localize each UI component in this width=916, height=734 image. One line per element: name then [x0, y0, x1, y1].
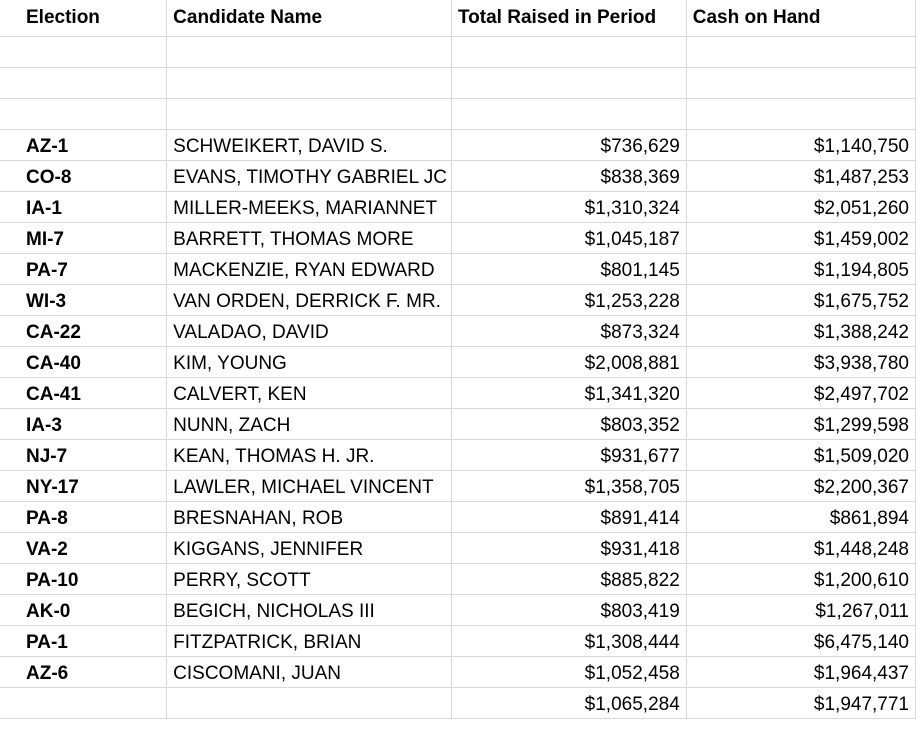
election-cell[interactable]: PA-10 — [0, 563, 167, 594]
candidate-name-cell[interactable]: KEAN, THOMAS H. JR. — [167, 439, 452, 470]
election-cell[interactable]: VA-2 — [0, 532, 167, 563]
column-header-candidate[interactable]: Candidate Name — [167, 0, 452, 36]
empty-cell[interactable] — [451, 36, 686, 67]
cash-on-hand-cell[interactable]: $1,388,242 — [686, 315, 915, 346]
candidate-name-cell[interactable]: MILLER-MEEKS, MARIANNET — [167, 191, 452, 222]
candidate-name-cell[interactable]: PERRY, SCOTT — [167, 563, 452, 594]
empty-cell[interactable] — [451, 98, 686, 129]
election-cell[interactable]: AZ-6 — [0, 656, 167, 687]
candidate-name-cell[interactable]: SCHWEIKERT, DAVID S. — [167, 129, 452, 160]
total-raised-cell[interactable]: $891,414 — [451, 501, 686, 532]
election-cell[interactable]: CA-40 — [0, 346, 167, 377]
cash-on-hand-cell[interactable]: $1,675,752 — [686, 284, 915, 315]
total-raised-cell[interactable]: $2,008,881 — [451, 346, 686, 377]
candidate-name-cell[interactable]: FITZPATRICK, BRIAN — [167, 625, 452, 656]
total-raised-cell[interactable]: $931,677 — [451, 439, 686, 470]
empty-cell[interactable] — [0, 687, 167, 718]
total-raised-cell[interactable]: $1,358,705 — [451, 470, 686, 501]
cash-on-hand-cell[interactable]: $1,509,020 — [686, 439, 915, 470]
empty-cell[interactable] — [167, 67, 452, 98]
empty-cell[interactable] — [686, 67, 915, 98]
election-cell[interactable]: PA-8 — [0, 501, 167, 532]
blank-row — [0, 98, 916, 129]
empty-cell[interactable] — [0, 98, 167, 129]
election-cell[interactable]: AK-0 — [0, 594, 167, 625]
table-row — [0, 191, 916, 222]
empty-cell[interactable] — [0, 36, 167, 67]
cash-on-hand-cell[interactable]: $2,051,260 — [686, 191, 915, 222]
cash-on-hand-cell[interactable]: $1,964,437 — [686, 656, 915, 687]
table-body — [0, 36, 916, 687]
candidate-name-cell[interactable]: BEGICH, NICHOLAS III — [167, 594, 452, 625]
total-raised-cell[interactable]: $1,065,284 — [451, 687, 686, 718]
candidate-name-cell[interactable]: CALVERT, KEN — [167, 377, 452, 408]
candidate-name-cell[interactable]: BARRETT, THOMAS MORE — [167, 222, 452, 253]
candidate-name-cell[interactable]: VAN ORDEN, DERRICK F. MR. — [167, 284, 452, 315]
candidate-name-cell[interactable]: BRESNAHAN, ROB — [167, 501, 452, 532]
cash-on-hand-cell[interactable]: $1,448,248 — [686, 532, 915, 563]
blank-row — [0, 67, 916, 98]
candidate-name-cell[interactable]: CISCOMANI, JUAN — [167, 656, 452, 687]
election-cell[interactable]: NJ-7 — [0, 439, 167, 470]
cash-on-hand-cell[interactable]: $3,938,780 — [686, 346, 915, 377]
cash-on-hand-cell[interactable]: $1,487,253 — [686, 160, 915, 191]
cash-on-hand-cell[interactable]: $2,497,702 — [686, 377, 915, 408]
table-row — [0, 625, 916, 656]
candidate-name-cell[interactable]: NUNN, ZACH — [167, 408, 452, 439]
cash-on-hand-cell[interactable]: $1,200,610 — [686, 563, 915, 594]
candidate-name-cell[interactable]: EVANS, TIMOTHY GABRIEL JC — [167, 160, 452, 191]
election-cell[interactable]: IA-3 — [0, 408, 167, 439]
empty-cell[interactable] — [167, 36, 452, 67]
table-row — [0, 315, 916, 346]
election-cell[interactable]: NY-17 — [0, 470, 167, 501]
cash-on-hand-cell[interactable]: $1,459,002 — [686, 222, 915, 253]
table-row — [0, 563, 916, 594]
blank-row — [0, 36, 916, 67]
cash-on-hand-cell[interactable]: $2,200,367 — [686, 470, 915, 501]
total-raised-cell[interactable]: $803,419 — [451, 594, 686, 625]
column-header-election[interactable]: Election — [0, 0, 167, 36]
empty-cell[interactable] — [0, 67, 167, 98]
election-cell[interactable]: IA-1 — [0, 191, 167, 222]
election-cell[interactable]: CO-8 — [0, 160, 167, 191]
cash-on-hand-cell[interactable]: $1,140,750 — [686, 129, 915, 160]
empty-cell[interactable] — [167, 687, 452, 718]
total-raised-cell[interactable]: $801,145 — [451, 253, 686, 284]
candidate-name-cell[interactable]: KIM, YOUNG — [167, 346, 452, 377]
total-raised-cell[interactable]: $931,418 — [451, 532, 686, 563]
cash-on-hand-cell[interactable]: $1,267,011 — [686, 594, 915, 625]
candidate-name-cell[interactable]: LAWLER, MICHAEL VINCENT — [167, 470, 452, 501]
totals-row — [0, 687, 916, 718]
total-raised-cell[interactable]: $1,052,458 — [451, 656, 686, 687]
table-row — [0, 532, 916, 563]
candidate-name-cell[interactable]: VALADAO, DAVID — [167, 315, 452, 346]
total-raised-cell[interactable]: $1,310,324 — [451, 191, 686, 222]
total-raised-cell[interactable]: $838,369 — [451, 160, 686, 191]
table-row — [0, 346, 916, 377]
election-cell[interactable]: CA-22 — [0, 315, 167, 346]
election-cell[interactable]: CA-41 — [0, 377, 167, 408]
election-cell[interactable]: MI-7 — [0, 222, 167, 253]
total-raised-cell[interactable]: $873,324 — [451, 315, 686, 346]
election-cell[interactable]: AZ-1 — [0, 129, 167, 160]
header-row — [0, 0, 916, 36]
cash-on-hand-cell[interactable]: $1,194,805 — [686, 253, 915, 284]
election-cell[interactable]: WI-3 — [0, 284, 167, 315]
table-row — [0, 439, 916, 470]
empty-cell[interactable] — [686, 98, 915, 129]
table-row — [0, 656, 916, 687]
table-row — [0, 470, 916, 501]
table-row — [0, 594, 916, 625]
table-row — [0, 129, 916, 160]
total-raised-cell[interactable]: $1,045,187 — [451, 222, 686, 253]
table-row — [0, 160, 916, 191]
table-row — [0, 222, 916, 253]
total-raised-cell[interactable]: $1,253,228 — [451, 284, 686, 315]
table-row — [0, 377, 916, 408]
empty-cell[interactable] — [167, 98, 452, 129]
table-row — [0, 284, 916, 315]
election-cell[interactable]: PA-1 — [0, 625, 167, 656]
column-header-raised[interactable]: Total Raised in Period — [451, 0, 686, 36]
total-raised-cell[interactable]: $885,822 — [451, 563, 686, 594]
empty-cell[interactable] — [686, 36, 915, 67]
cash-on-hand-cell[interactable]: $861,894 — [686, 501, 915, 532]
election-cell[interactable]: PA-7 — [0, 253, 167, 284]
total-raised-cell[interactable]: $1,341,320 — [451, 377, 686, 408]
candidate-name-cell[interactable]: KIGGANS, JENNIFER — [167, 532, 452, 563]
table-row — [0, 408, 916, 439]
empty-cell[interactable] — [451, 67, 686, 98]
table-row — [0, 253, 916, 284]
table-row — [0, 501, 916, 532]
total-raised-cell[interactable]: $1,308,444 — [451, 625, 686, 656]
column-header-cash[interactable]: Cash on Hand — [686, 0, 915, 36]
total-raised-cell[interactable]: $736,629 — [451, 129, 686, 160]
total-cash-cell[interactable]: $1,947,771 — [686, 687, 915, 718]
total-raised-cell[interactable]: $803,352 — [451, 408, 686, 439]
candidate-name-cell[interactable]: MACKENZIE, RYAN EDWARD — [167, 253, 452, 284]
cash-on-hand-cell[interactable]: $6,475,140 — [686, 625, 915, 656]
cash-on-hand-cell[interactable]: $1,299,598 — [686, 408, 915, 439]
